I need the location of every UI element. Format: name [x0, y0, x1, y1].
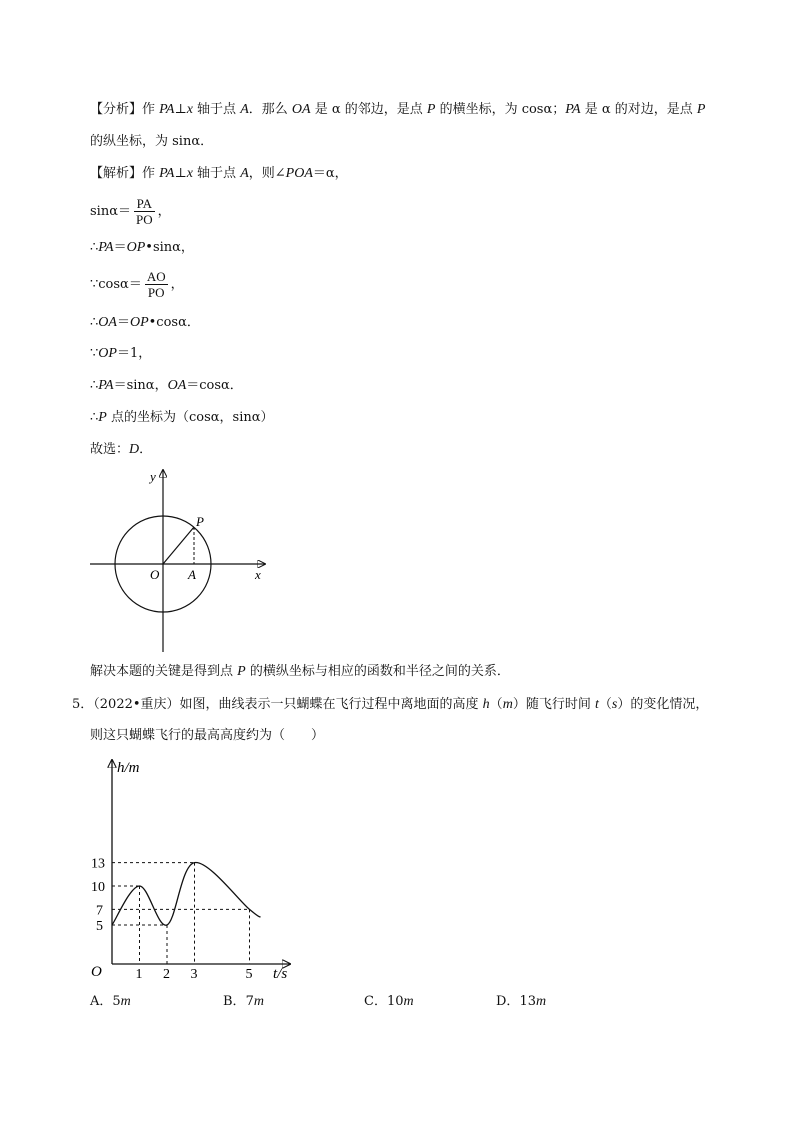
option-letter: B．: [223, 994, 246, 1009]
text: 故选：: [90, 442, 130, 457]
option-value: 7: [245, 994, 254, 1009]
solution-line-9: [90, 441, 152, 459]
point-a-label: A: [188, 567, 196, 582]
option-unit: m: [403, 994, 414, 1009]
question-number: 5．: [72, 697, 94, 712]
text: 作: [142, 166, 160, 181]
point-p-label: P: [196, 514, 204, 529]
text: 的横纵坐标与相应的函数和半径之间的关系．: [245, 664, 510, 679]
option-c[interactable]: [364, 993, 414, 1011]
option-unit: m: [120, 994, 131, 1009]
option-value: 5: [112, 994, 121, 1009]
summary-line: [90, 663, 510, 681]
math-var: P: [696, 102, 706, 117]
math-var: OP: [98, 346, 117, 361]
text: ＝: [113, 240, 127, 255]
solution-line-8: [90, 409, 274, 427]
x-axis-label: x: [255, 567, 261, 582]
option-unit: m: [535, 994, 547, 1009]
option-value: 10: [386, 994, 404, 1009]
solution-line-2: [90, 196, 171, 227]
math-var: h: [482, 697, 490, 712]
because-symbol: ∵: [90, 346, 99, 361]
h-axis-label: h/m: [117, 760, 140, 776]
therefore-symbol: ∴: [90, 315, 99, 330]
question-line-2: [90, 727, 324, 745]
text: 作: [142, 102, 160, 117]
math-var: OP: [126, 240, 146, 255]
math-var: POA: [285, 166, 313, 181]
math-var: t: [594, 697, 599, 712]
text: ）随飞行时间: [512, 697, 595, 712]
unit-circle-figure: [85, 462, 275, 657]
solution-line-5: [90, 314, 200, 332]
text: 轴于点: [192, 102, 241, 117]
text: ＝: [116, 315, 130, 330]
text: •sinα，: [145, 240, 194, 255]
fraction-pa-po: [134, 196, 155, 227]
fraction-numerator: PA: [134, 196, 155, 212]
therefore-symbol: ∴: [90, 410, 99, 425]
text: ＝1，: [116, 346, 152, 361]
y-tick-label-5: 5: [96, 919, 103, 934]
math-var: x: [186, 166, 193, 181]
solution-line-1: [90, 165, 348, 183]
y-tick-label-13: 13: [91, 856, 105, 872]
x-tick-label-1: 1: [135, 967, 143, 982]
text: ，: [157, 204, 171, 219]
math-var: s: [611, 697, 618, 712]
text: ．: [139, 442, 153, 457]
text: ）的变化情况，: [617, 697, 709, 712]
solution-line-6: [90, 345, 151, 363]
solution-line-4: [90, 269, 184, 300]
text: 是 α 的对边，是点: [580, 102, 697, 117]
option-value: 13: [519, 994, 536, 1009]
text: ＝cosα．: [186, 378, 243, 393]
math-var: OA: [167, 378, 187, 393]
height-time-chart: [85, 752, 310, 987]
analysis-tag: 【分析】: [90, 102, 143, 117]
analysis-line-2: [90, 133, 213, 151]
option-b[interactable]: [223, 993, 264, 1011]
text: ＝α，: [312, 166, 348, 181]
fraction-ao-po: [145, 269, 168, 300]
solution-line-7: [90, 377, 243, 395]
text: 轴于点: [192, 166, 241, 181]
y-axis-label: y: [150, 469, 156, 484]
option-a[interactable]: [90, 993, 131, 1011]
math-var: OP: [129, 315, 149, 330]
math-var: A: [240, 102, 249, 117]
fraction-denominator: PO: [135, 212, 153, 227]
text: 解决本题的关键是得到点: [90, 664, 238, 679]
text: （2022•重庆）如图，曲线表示一只蝴蝶在飞行过程中离地面的高度: [93, 697, 483, 712]
x-tick-label-2: 2: [163, 967, 170, 982]
therefore-symbol: ∴: [90, 240, 99, 255]
text: （: [489, 697, 503, 712]
text: 的横坐标，为 cosα；: [435, 102, 566, 117]
therefore-symbol: ∴: [90, 378, 99, 393]
text: 的纵坐标，为 sinα．: [90, 134, 214, 149]
math-var: PA: [159, 102, 175, 117]
x-tick-label-5: 5: [245, 967, 253, 982]
math-var: x: [186, 102, 193, 117]
t-axis-label: t/s: [273, 966, 288, 982]
math-var: OA: [291, 102, 311, 117]
fraction-numerator: AO: [146, 269, 166, 284]
y-tick-label-10: 10: [91, 880, 105, 895]
segment-op: [163, 527, 194, 564]
origin-label: O: [91, 964, 102, 980]
text: 是 α 的邻边，是点: [310, 102, 427, 117]
math-var: m: [502, 697, 513, 712]
origin-label: O: [150, 567, 160, 582]
text: •cosα．: [148, 315, 200, 330]
text: sinα＝: [90, 204, 131, 219]
math-var: PA: [98, 240, 114, 255]
option-letter: D．: [496, 994, 520, 1009]
text: ．那么: [248, 102, 292, 117]
option-d[interactable]: [496, 993, 546, 1011]
fraction-denominator: PO: [147, 285, 165, 300]
text: ∵cosα＝: [90, 277, 142, 292]
math-var: A: [240, 166, 249, 181]
y-tick-label-7: 7: [96, 903, 103, 919]
math-var: PA: [98, 378, 114, 393]
text: ，则∠: [248, 166, 286, 181]
option-letter: A．: [90, 994, 113, 1009]
text: 点的坐标为（cosα，sinα）: [106, 410, 274, 425]
text: ＝sinα，: [113, 378, 168, 393]
math-var: PA: [565, 102, 581, 117]
question-line-1: [72, 696, 708, 714]
x-tick-label-3: 3: [190, 967, 198, 982]
perp-symbol: ⊥: [174, 102, 187, 117]
math-var: PA: [159, 166, 175, 181]
answer-letter: D: [129, 442, 140, 457]
text: ，: [170, 277, 184, 292]
solution-line-3: [90, 239, 194, 257]
text: ⊥: [174, 166, 187, 181]
math-var: P: [426, 102, 436, 117]
option-letter: C．: [364, 994, 387, 1009]
flight-curve: [112, 862, 261, 925]
analysis-line-1: [90, 101, 705, 119]
math-var: OA: [98, 315, 117, 330]
math-var: P: [98, 410, 107, 425]
math-var: P: [237, 664, 246, 679]
option-unit: m: [253, 994, 264, 1009]
solution-tag: 【解析】: [90, 166, 143, 181]
text: 则这只蝴蝶飞行的最高高度约为（ ）: [90, 728, 325, 743]
text: （: [598, 697, 612, 712]
